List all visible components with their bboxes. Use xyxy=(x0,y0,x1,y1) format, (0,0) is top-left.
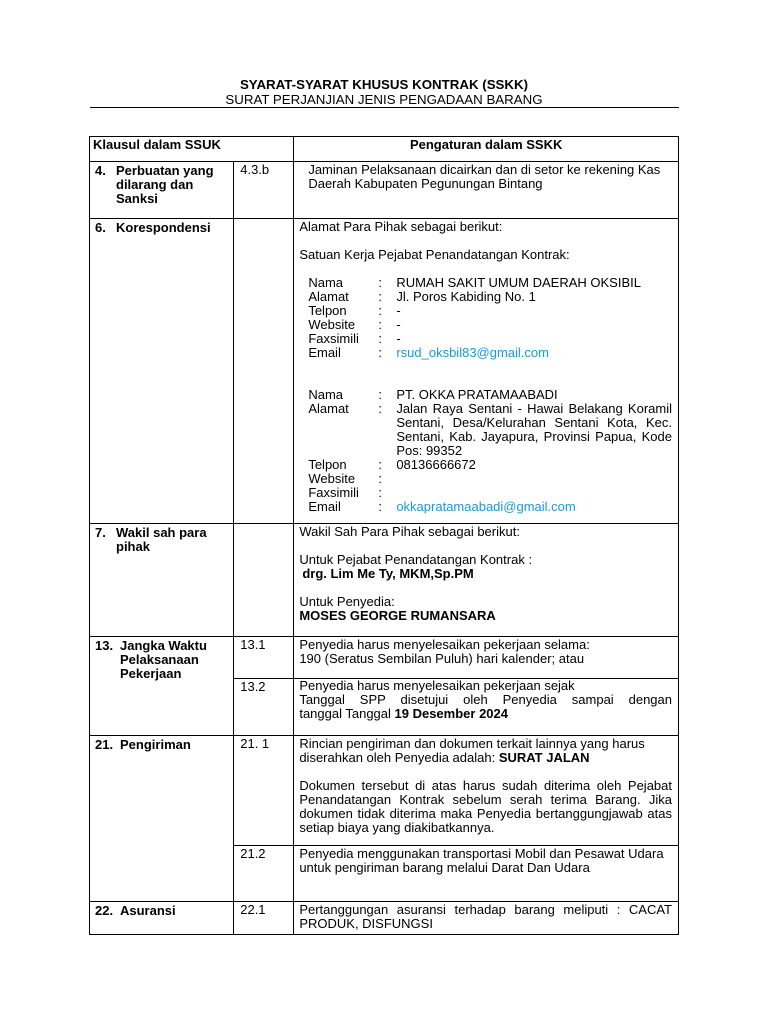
party-1-email: Email : rsud_oksbil83@gmail.com xyxy=(299,346,672,360)
table-row-13-1 xyxy=(90,637,679,679)
code-cell xyxy=(234,736,294,846)
content-cell xyxy=(294,679,679,736)
party-2-fax: Faxsimili : xyxy=(308,485,382,500)
content-cell xyxy=(294,736,679,846)
clause-number: 22. xyxy=(95,903,114,918)
clause-code: 21. 1 xyxy=(240,736,270,751)
representatives-intro: Wakil Sah Para Pihak sebagai berikut: xyxy=(299,524,520,539)
party-1-fax: Faxsimili : - xyxy=(308,331,401,346)
clause-cell xyxy=(90,902,234,935)
clause-7 xyxy=(90,524,233,554)
content-cell xyxy=(294,524,679,637)
party-2-email-link[interactable]: okkapratamaabadi@gmail.com xyxy=(396,499,576,514)
clause-22 xyxy=(90,902,233,918)
header-divider xyxy=(90,107,679,108)
party-1-website: Website : - xyxy=(308,317,401,332)
sskk-table xyxy=(89,136,679,935)
code-cell xyxy=(234,219,294,524)
clause-cell xyxy=(90,637,234,736)
shipping-documents-text: Rincian pengiriman dan dokumen terkait lainnya yang harus diserahkan oleh Penyedia adalah: SURAT JALAN Dokumen tersebut di atas harus sudah diterima oleh Pejabat Penandatangan Kontrak sebelum serah terima Barang. Jika dokumen tidak diterima maka Penyedia bertanggungjawab atas setiap biaya yang diakibatkannya. xyxy=(299,736,672,835)
document-title: SYARAT-SYARAT KHUSUS KONTRAK (SSKK) xyxy=(239,77,529,92)
clause-number: 21. xyxy=(95,737,114,752)
table-row-7 xyxy=(90,524,679,637)
clause-cell xyxy=(90,162,234,219)
header-label-ssuk: Klausul dalam SSUK xyxy=(93,137,221,152)
clause-13 xyxy=(90,637,233,681)
table-row-22 xyxy=(90,902,679,935)
content-cell xyxy=(294,162,679,219)
deadline-date: 19 Desember 2024 xyxy=(394,706,508,721)
header-cell-ssuk xyxy=(90,137,294,162)
code-cell xyxy=(234,902,294,935)
clause-21 xyxy=(90,736,233,752)
correspondence-subtitle: Satuan Kerja Pejabat Penandatangan Kontrak: xyxy=(299,247,570,262)
clause-text: Jaminan Pelaksanaan dicairkan dan di setor ke rekening Kas Daerah Kabupaten Pegunungan Bintang xyxy=(308,162,661,191)
content-cell xyxy=(294,219,679,524)
clause-number: 7. xyxy=(95,525,106,540)
transport-text: Penyedia menggunakan transportasi Mobil dan Pesawat Udara untuk pengiriman barang melalui Darat Dan Udara xyxy=(299,846,664,875)
ppk-label: Untuk Pejabat Penandatangan Kontrak : xyxy=(299,552,533,567)
clause-cell xyxy=(90,219,234,524)
required-document: SURAT JALAN xyxy=(498,750,590,765)
content-cell xyxy=(294,846,679,902)
clause-cell xyxy=(90,524,234,637)
party-1-details xyxy=(299,276,672,360)
clause-title: Korespondensi xyxy=(116,220,211,235)
provider-label: Untuk Penyedia: xyxy=(299,594,395,609)
clause-title: Asuransi xyxy=(120,903,176,918)
clause-title: Jangka Waktu Pelaksanaan Pekerjaan xyxy=(120,638,207,681)
deadline-text: Penyedia harus menyelesaikan pekerjaan sejak Tanggal SPP disetujui oleh Penyedia sampai dengan tanggal Tanggal 19 Desember 2024 xyxy=(299,678,672,721)
clause-title: Pengiriman xyxy=(120,737,191,752)
code-cell xyxy=(234,637,294,679)
code-cell xyxy=(234,846,294,902)
clause-number: 4. xyxy=(95,163,106,178)
clause-6 xyxy=(90,219,233,235)
clause-number: 6. xyxy=(95,220,106,235)
party-1-telpon: Telpon : - xyxy=(308,303,401,318)
clause-code: 4.3.b xyxy=(240,162,270,177)
clause-cell xyxy=(90,736,234,902)
clause-title: Perbuatan yang dilarang dan Sanksi xyxy=(116,163,214,206)
content-cell xyxy=(294,637,679,679)
representatives-content xyxy=(294,524,678,623)
clause-code: 13.1 xyxy=(240,637,266,652)
clause-title: Wakil sah para pihak xyxy=(116,525,207,554)
code-cell xyxy=(234,679,294,736)
duration-text: Penyedia harus menyelesaikan pekerjaan selama: 190 (Seratus Sembilan Puluh) hari kalender; atau xyxy=(299,637,590,666)
party-2-website: Website : xyxy=(308,471,382,486)
insurance-text: Pertanggungan asuransi terhadap barang meliputi : CACAT PRODUK, DISFUNGSI xyxy=(299,902,672,931)
table-row-4 xyxy=(90,162,679,219)
party-2-details xyxy=(299,388,672,514)
clause-code: 21.2 xyxy=(240,846,266,861)
party-1-nama: Nama : RUMAH SAKIT UMUM DAERAH OKSIBIL xyxy=(308,275,641,290)
party-2-alamat: Alamat : Jalan Raya Sentani - Hawai Belakang Koramil Sentani, Desa/Kelurahan Sentani Kota, Kec. Sentani, Kab. Jayapura, Provinsi Papua, Kode Pos: 99352 xyxy=(308,401,672,458)
clause-number: 13. xyxy=(95,638,114,653)
document-subtitle: SURAT PERJANJIAN JENIS PENGADAAN BARANG xyxy=(225,92,543,107)
ppk-name: drg. Lim Me Ty, MKM,Sp.PM xyxy=(302,566,474,581)
table-row-6 xyxy=(90,219,679,524)
party-1-email-link[interactable]: rsud_oksbil83@gmail.com xyxy=(396,345,549,360)
correspondence-intro: Alamat Para Pihak sebagai berikut: xyxy=(299,219,503,234)
header-cell-sskk xyxy=(294,137,679,162)
header-label-sskk: Pengaturan dalam SSKK xyxy=(409,137,563,152)
code-cell xyxy=(234,162,294,219)
clause-code: 22.1 xyxy=(240,902,266,917)
party-2-nama: Nama : PT. OKKA PRATAMAABADI xyxy=(308,387,558,402)
party-2-telpon: Telpon : 08136666672 xyxy=(308,457,476,472)
table-row-21-1 xyxy=(90,736,679,846)
table-header-row xyxy=(90,137,679,162)
clause-4 xyxy=(90,162,233,206)
code-cell xyxy=(234,524,294,637)
correspondence-content xyxy=(294,219,678,514)
party-1-alamat: Alamat : Jl. Poros Kabiding No. 1 xyxy=(308,289,536,304)
party-2-email: Email : okkapratamaabadi@gmail.com xyxy=(299,500,672,514)
content-cell xyxy=(294,902,679,935)
clause-code: 13.2 xyxy=(240,679,266,694)
provider-name: MOSES GEORGE RUMANSARA xyxy=(299,608,496,623)
